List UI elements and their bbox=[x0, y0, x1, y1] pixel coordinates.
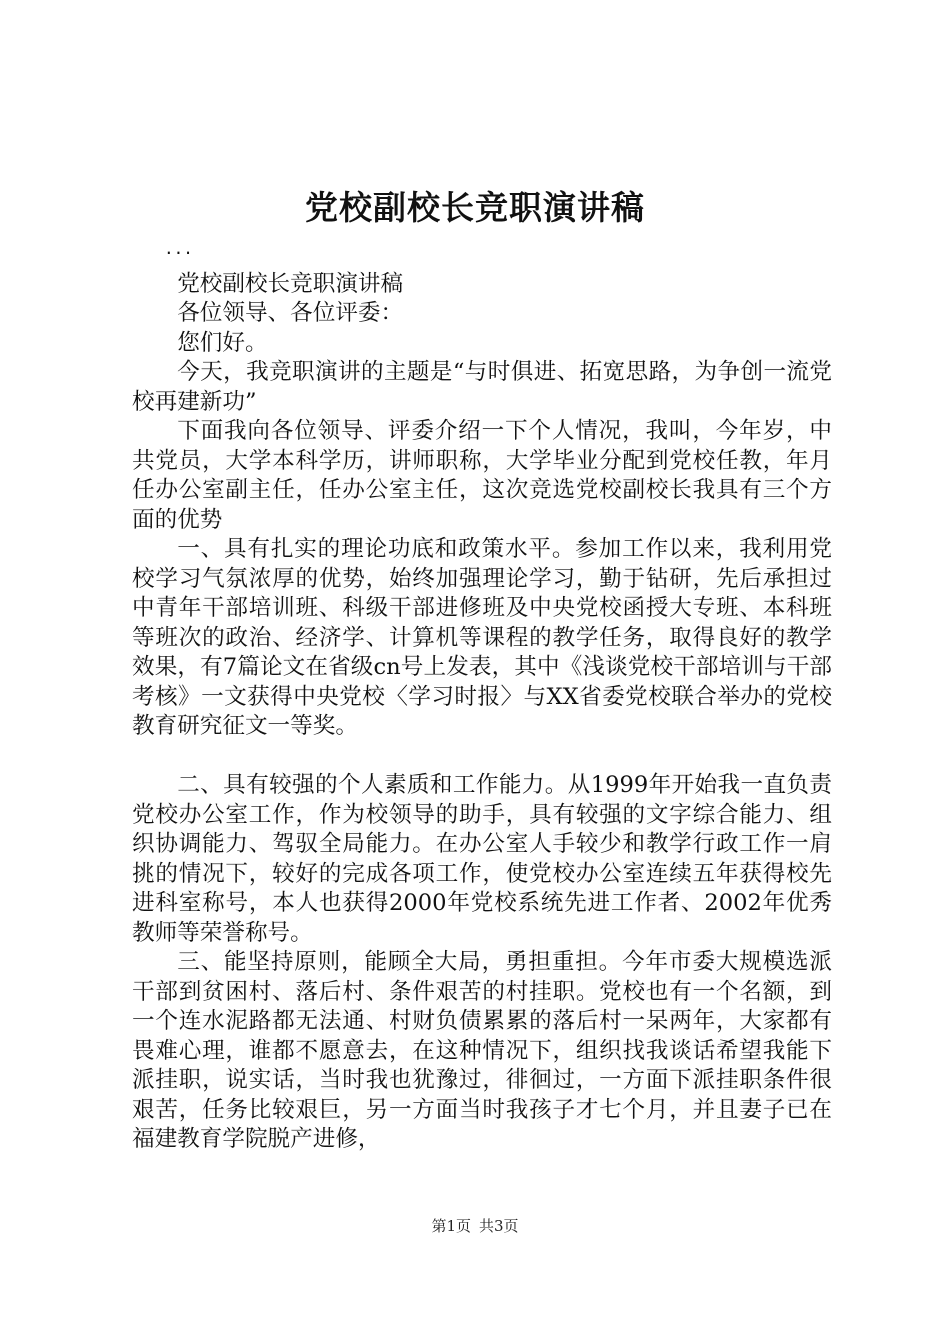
paragraph-gap bbox=[132, 742, 832, 772]
paragraph-advantage-1: 一、具有扎实的理论功底和政策水平。参加工作以来，我利用党校学习气氛浓厚的优势，始终加强理论学习，勤于钻研，先后承担过中青年干部培训班、科级干部进修班及中央党校函授大专班、本科班等班次的政治、经济学、计算机等课程的教学任务，取得良好的教学效果，有7篇论文在省级cn号上发表，其中《浅谈党校干部培训与干部考核》一文获得中央党校〈学习时报〉与XX省委党校联合举办的党校教育研究征文一等奖。 bbox=[132, 536, 832, 739]
page-number: 第1页 bbox=[431, 1217, 471, 1235]
ellipsis-marker: ... bbox=[164, 239, 193, 258]
paragraph-introduction: 下面我向各位领导、评委介绍一下个人情况，我叫，今年岁，中共党员，大学本科学历，讲师职称，大学毕业分配到党校任教，年月任办公室副主任，任办公室主任，这次竞选党校副校长我具有三个方面的优势 bbox=[132, 418, 832, 533]
paragraph-heading-repeat: 党校副校长竞职演讲稿 bbox=[177, 270, 404, 297]
paragraph-advantage-3: 三、能坚持原则，能顾全大局，勇担重担。今年市委大规模选派干部到贫困村、落后村、条件艰苦的村挂职。党校也有一个名额，到一个连水泥路都无法通、村财负债累累的落后村一呆两年，大家都有畏难心理，谁都不愿意去，在这种情况下，组织找我谈话希望我能下派挂职，说实话，当时我也犹豫过，徘徊过，一方面下派挂职条件很艰苦，任务比较艰巨，另一方面当时我孩子才七个月，并且妻子已在福建教育学院脱产进修， bbox=[132, 949, 832, 1152]
paragraph-greeting: 您们好。 bbox=[177, 329, 268, 356]
paragraph-theme: 今天，我竞职演讲的主题是“与时俱进、拓宽思路，为争创一流党校再建新功” bbox=[132, 359, 832, 415]
paragraph-advantage-2: 二、具有较强的个人素质和工作能力。从1999年开始我一直负责党校办公室工作，作为校领导的助手，具有较强的文字综合能力、组织协调能力、驾驭全局能力。在办公室人手较少和教学行政工作一肩挑的情况下，较好的完成各项工作，使党校办公室连续五年获得校先进科室称号，本人也获得2000年党校系统先进工作者、2002年优秀教师等荣誉称号。 bbox=[132, 772, 832, 946]
page-footer bbox=[0, 1214, 950, 1238]
paragraph-salutation: 各位领导、各位评委： bbox=[177, 300, 404, 326]
page-total: 共3页 bbox=[479, 1217, 519, 1235]
document-title: 党校副校长竞职演讲稿 bbox=[305, 188, 645, 227]
document-body bbox=[132, 240, 832, 1155]
